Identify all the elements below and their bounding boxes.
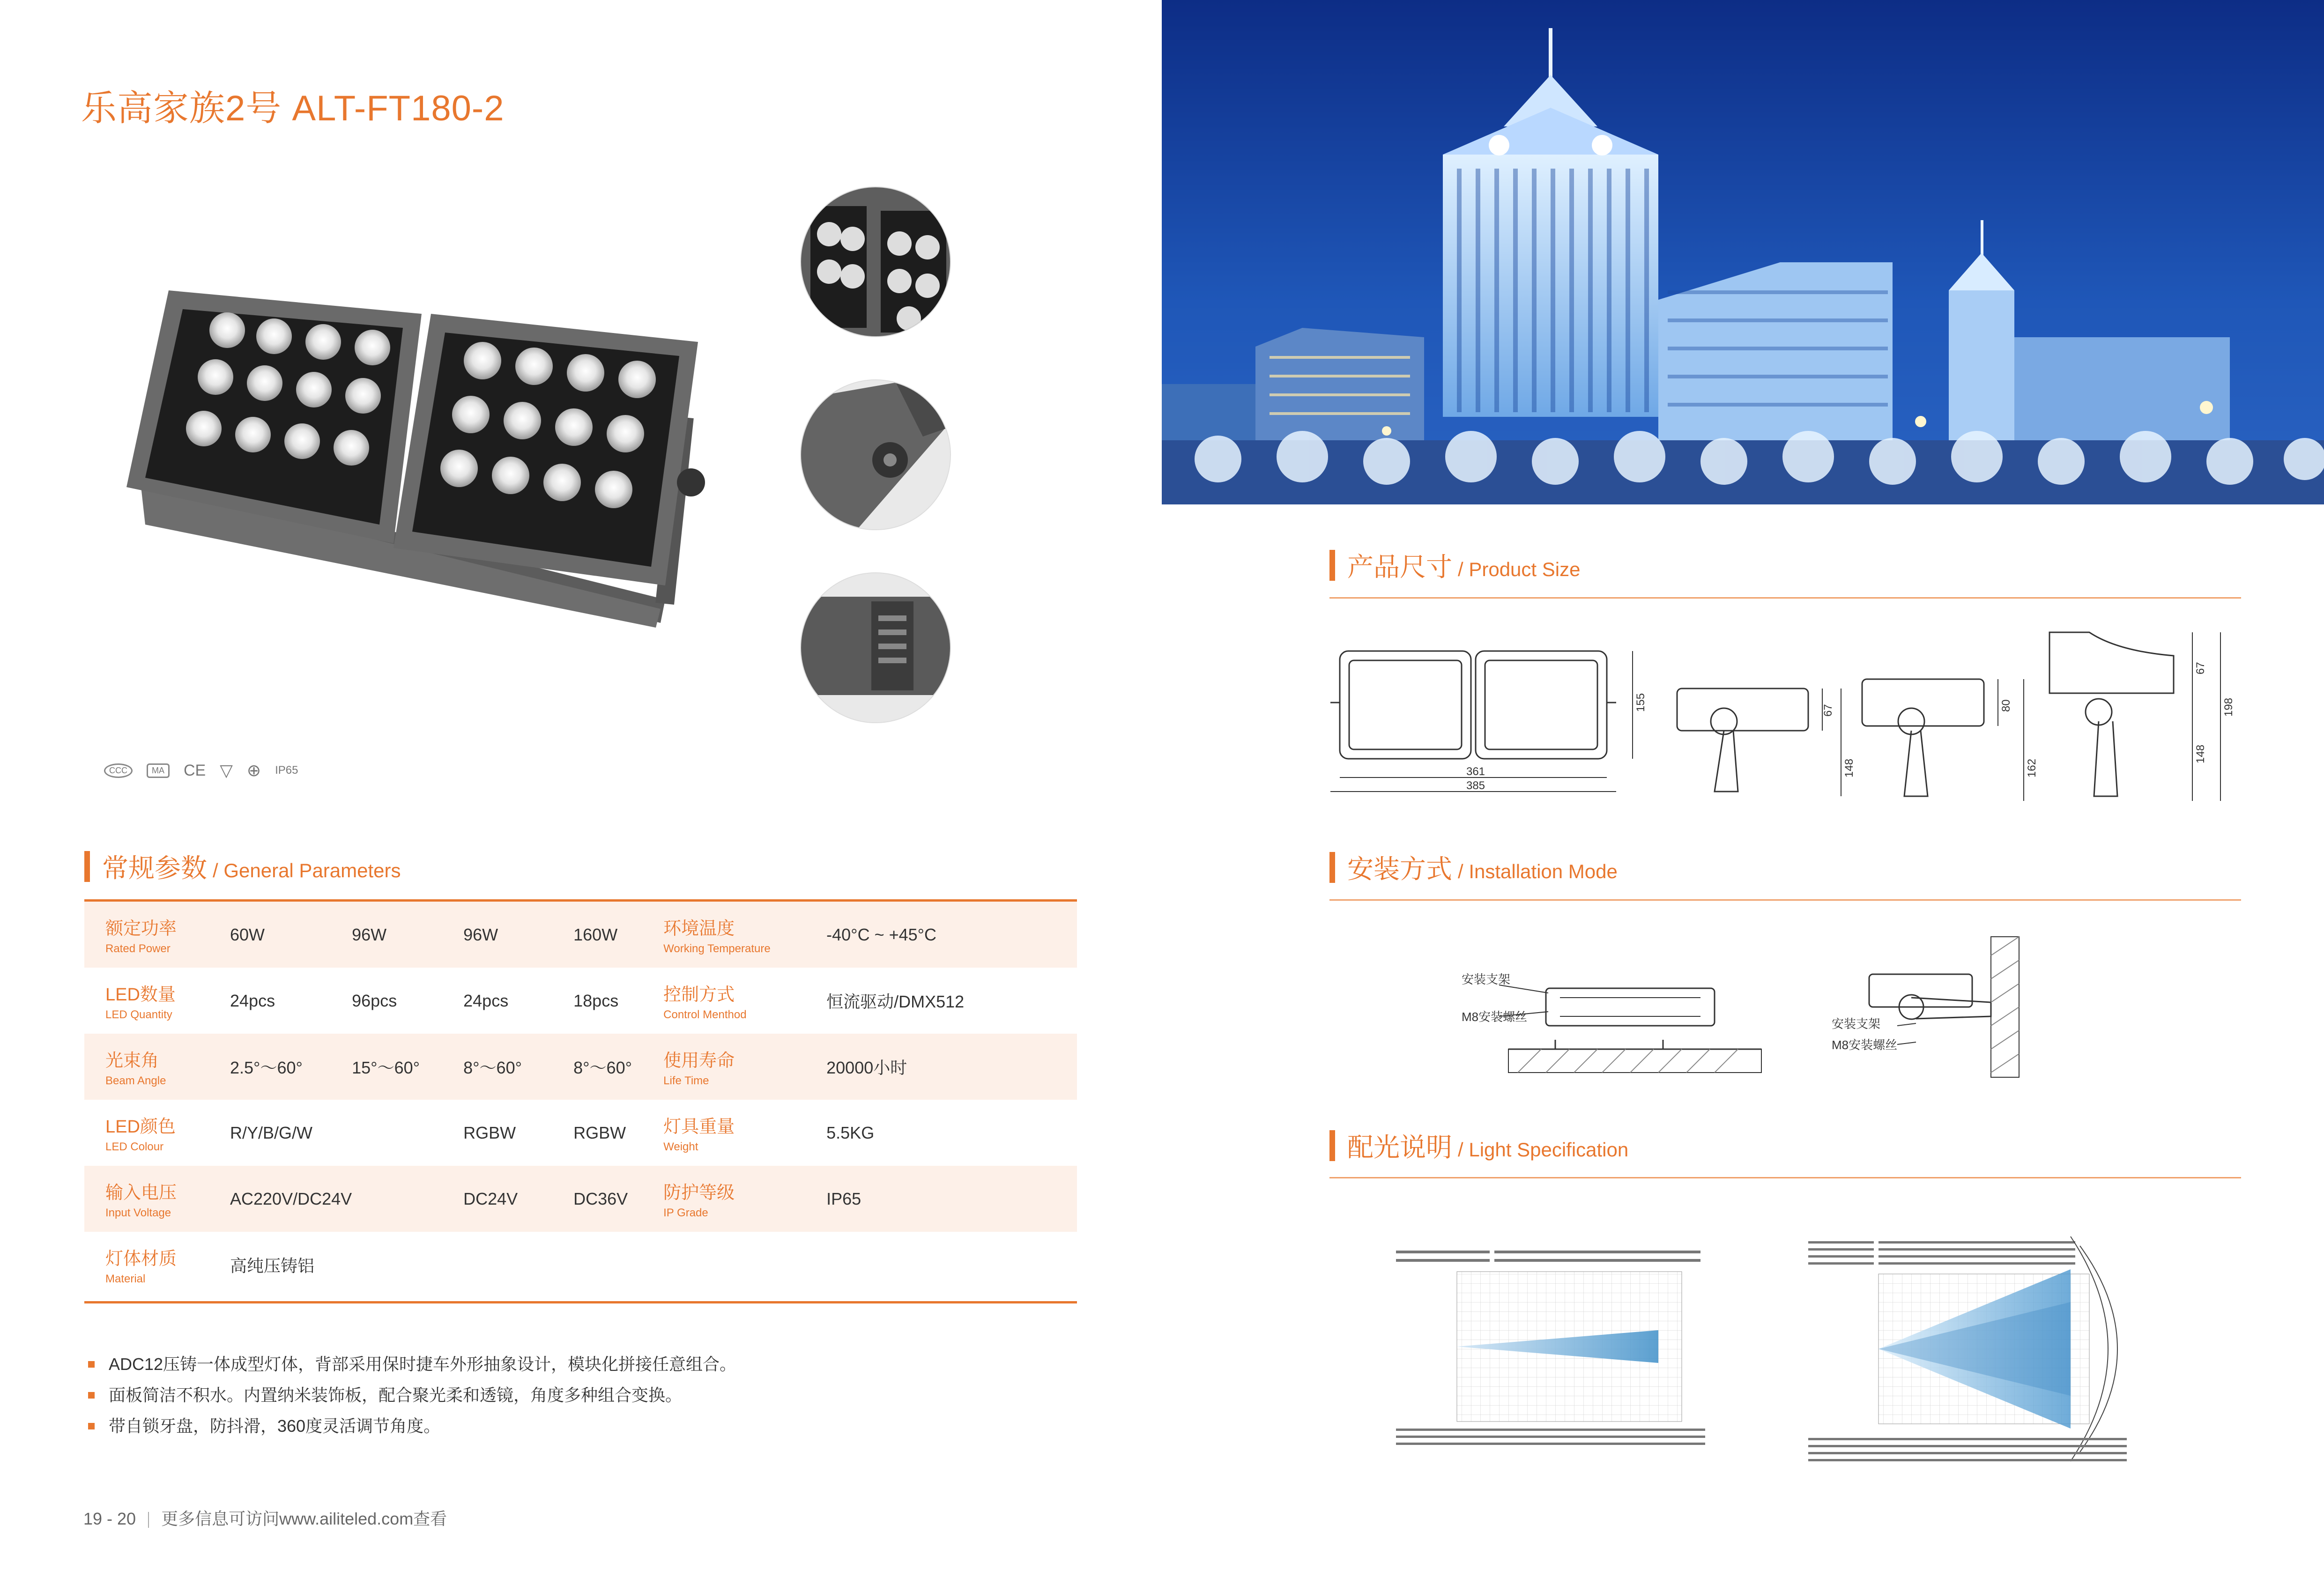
list-item: ADC12压铸一体成型灯体，背部采用保时捷车外形抽象设计，模块化拼接任意组合。 [88, 1349, 736, 1380]
section-title-en: / Light Specification [1458, 1139, 1629, 1161]
dim-148: 148 [1843, 758, 1856, 777]
general-parameters-heading [84, 848, 401, 885]
installation-drawings [1452, 927, 2202, 1096]
detail-image-side [800, 572, 951, 723]
section-title-cn: 产品尺寸 [1347, 552, 1452, 582]
section-title-cn: 安装方式 [1347, 854, 1452, 884]
section-title-en: / Product Size [1458, 558, 1581, 580]
table-bottom-rule [84, 1301, 1077, 1303]
section-title-en: / Installation Mode [1458, 860, 1618, 882]
ip65-label: IP65 [275, 764, 298, 777]
product-title: 乐高家族2号 ALT-FT180-2 [81, 89, 505, 128]
page-footer [83, 1506, 447, 1530]
dim-198: 198 [2222, 697, 2235, 717]
beam-diagram-narrow [1396, 1236, 1715, 1461]
ce-icon: CE [184, 761, 206, 779]
light-spec-heading [1329, 1127, 1628, 1164]
city-night-photo [1162, 0, 2324, 504]
dim-67: 67 [1822, 704, 1834, 717]
section-title-cn: 配光说明 [1347, 1133, 1452, 1162]
screw-label-1: M8安装螺丝 [1462, 1010, 1528, 1024]
dimension-drawings [1321, 623, 2249, 820]
page-numbers: 19 - 20 [83, 1509, 136, 1528]
detail-image-knob [800, 379, 951, 530]
triangle-cert-icon: ▽ [220, 761, 233, 780]
ccc-icon: CCC [104, 763, 133, 778]
section-marker [84, 851, 90, 882]
product-size-heading [1329, 547, 1580, 584]
bracket-label-2: 安装支架 [1832, 1017, 1881, 1031]
section-marker [1329, 852, 1335, 883]
dim-148b: 148 [2194, 744, 2207, 763]
table-row: 光束角 Beam Angle 2.5°～60° 15°～60° 8°～60° 8°～60° 使用寿命 Life Time 20000小时 [84, 1034, 1077, 1100]
installation-heading [1329, 849, 1618, 886]
dim-67b: 67 [2194, 662, 2207, 674]
screw-label-2: M8安装螺丝 [1832, 1038, 1898, 1052]
section-rule [1329, 899, 2241, 901]
product-main-image [112, 262, 731, 646]
list-item: 带自锁牙盘，防抖滑，360度灵活调节角度。 [88, 1411, 736, 1442]
parameters-table [84, 902, 1077, 1298]
dim-385: 385 [1466, 779, 1485, 792]
section-title-en: / General Parameters [213, 859, 401, 881]
dim-162: 162 [2026, 758, 2038, 777]
bracket-label-1: 安装支架 [1462, 972, 1511, 986]
section-rule [1329, 1177, 2241, 1178]
ma-icon: MA [147, 763, 170, 778]
dim-361: 361 [1466, 765, 1485, 778]
website-note: 更多信息可访问www.ailiteled.com查看 [161, 1509, 447, 1528]
table-row: 灯体材质 Material 高纯压铸铝 [105, 1249, 315, 1285]
dim-155: 155 [1634, 693, 1647, 712]
section-marker [1329, 1130, 1335, 1161]
feature-list [88, 1349, 736, 1442]
globe-cert-icon: ⊕ [246, 761, 261, 780]
divider [148, 1512, 149, 1528]
table-row: 额定功率 Rated Power 60W 96W 96W 160W 环境温度 Working Temperature -40°C ~ +45°C [84, 902, 1077, 968]
dim-80: 80 [2000, 699, 2012, 712]
table-row: 输入电压 Input Voltage AC220V/DC24V DC24V DC36V 防护等级 IP Grade IP65 [84, 1166, 1077, 1232]
detail-image-front [800, 186, 951, 337]
table-row: LED数量 LED Quantity 24pcs 96pcs 24pcs 18pcs 控制方式 Control Menthod 恒流驱动/DMX512 [105, 985, 965, 1021]
section-marker [1329, 550, 1335, 581]
table-row: LED颜色 LED Colour R/Y/B/G/W RGBW RGBW 灯具重量 Weight 5.5KG [105, 1117, 875, 1153]
certification-row [104, 761, 298, 780]
section-rule [1329, 597, 2241, 599]
beam-diagram-wide [1808, 1227, 2155, 1471]
section-title-cn: 常规参数 [102, 853, 207, 883]
list-item: 面板简洁不积水。内置纳米装饰板，配合聚光柔和透镜，角度多种组合变换。 [88, 1380, 736, 1411]
